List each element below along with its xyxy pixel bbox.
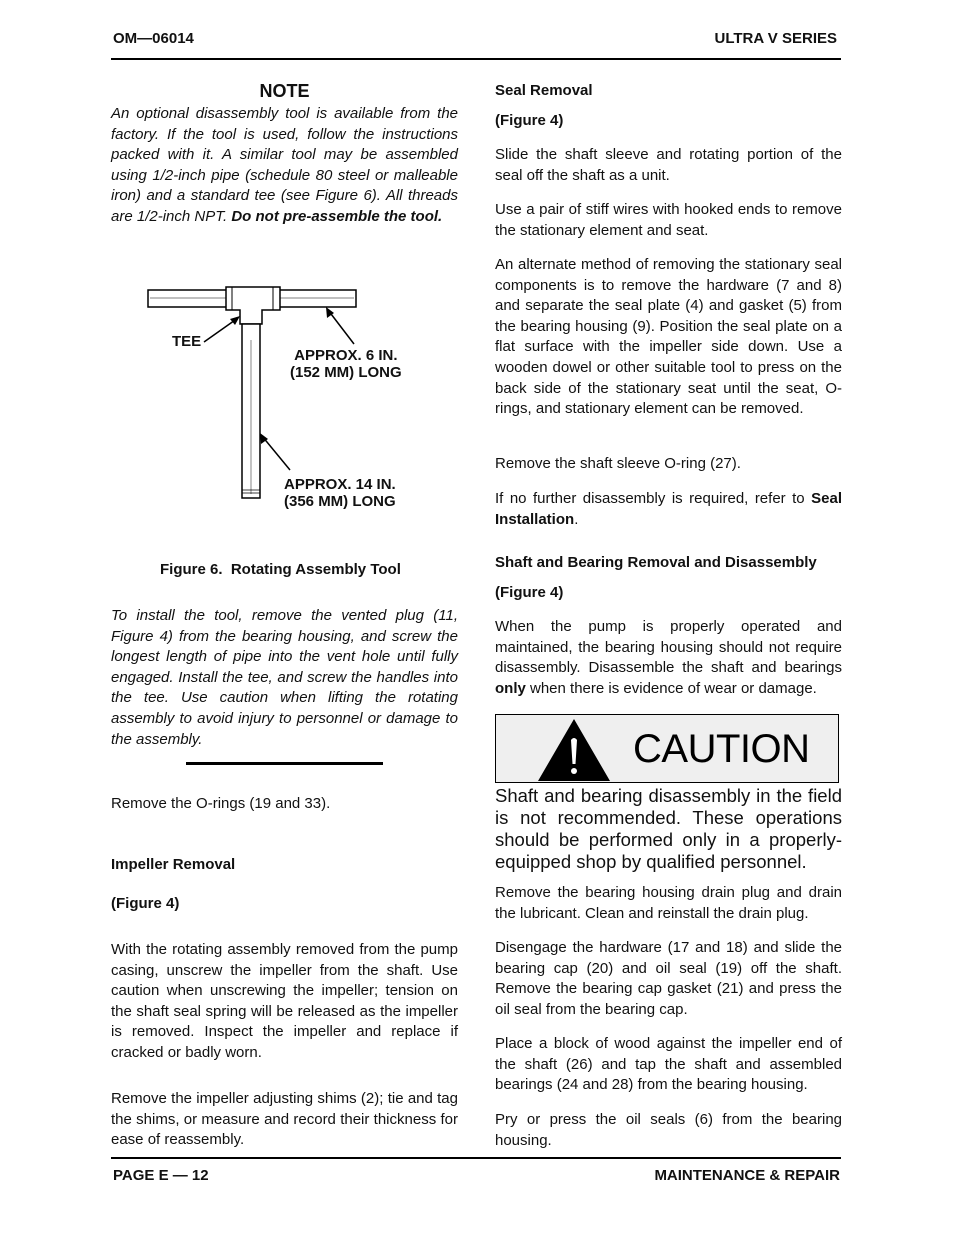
section-title: MAINTENANCE & REPAIR	[654, 1167, 840, 1184]
label-long-pipe	[284, 476, 396, 510]
seal-heading: Seal Removal	[495, 82, 593, 99]
shaft-para-2: Remove the bearing housing drain plug and drain the lubricant. Clean and reinstall the drain plug.	[495, 884, 842, 922]
seal-para-2: Use a pair of stiff wires with hooked ends to remove the stationary element and seat.	[495, 201, 842, 239]
note-text	[111, 104, 458, 228]
note-body: An optional disassembly tool is available from the factory. If the tool is used, follow the instructions packed with it. A similar tool may be assembled using 1/2-inch pipe (schedule 80 steel or malleable iron) and a standard tee (see Figure 6). All threads are 1/2-inch NPT.	[111, 105, 458, 225]
shaft-para-1	[495, 617, 842, 699]
shaft-para-1-emphasis: only	[495, 679, 526, 697]
series-title: ULTRA V SERIES	[714, 30, 837, 47]
caution-banner	[495, 714, 839, 783]
rotating-assembly-tool-diagram	[140, 280, 370, 505]
impeller-text-1: With the rotating assembly removed from the pump casing, unscrew the impeller from the shaft. Use caution when unscrewing the impeller; tension on the shaft seal spring will be released as the impeller is removed. Inspect the impeller and replace if cracked or badly worn.	[111, 941, 458, 1061]
shaft-figure-ref: (Figure 4)	[495, 584, 564, 601]
install-text: To install the tool, remove the vented plug (11, Figure 4) from the bearing housing, and screw the longest length of pipe into the vent hole until fully engaged. Install the tee, and screw the handles into the tee. Use caution when lifting the rotating assembly to avoid injury to personnel or damage to the assembly.	[111, 607, 458, 748]
tool-handle-right	[278, 290, 356, 307]
impeller-para-2	[111, 1089, 458, 1151]
caution-text: Shaft and bearing disassembly in the field is not recommended. These operations should be performed only in a properly-equipped shop by qualified personnel.	[495, 785, 842, 872]
shaft-para-5: Pry or press the oil seals (6) from the bearing housing.	[495, 1111, 842, 1149]
footer-rule	[111, 1157, 841, 1159]
doc-number: OM​—06014	[113, 30, 194, 47]
impeller-text-2: Remove the impeller adjusting shims (2); tie and tag the shims, or measure and record their thickness for ease of reassembly.	[111, 1090, 458, 1149]
seal-installation-ref: Seal Installation	[495, 490, 842, 528]
seal-para-5	[495, 489, 842, 530]
label-long-pipe-line2: (356 MM) LONG	[284, 493, 396, 510]
label-short-pipe-line2: (152 MM) LONG	[290, 364, 402, 381]
label-long-pipe-line1: APPROX. 14 IN.	[284, 476, 396, 493]
figure-caption: Figure 6. Rotating Assembly Tool	[160, 561, 401, 578]
seal-para-3: An alternate method of removing the stationary seal components is to remove the hardware (7 and 8) and separate the seal plate (4) and gasket (5) from the bearing housing (9). Position the seal plate on a flat surface with the impeller side down. Use a wooden dowel or other suitable tool to press on the back side of the stationary seat until the seat, O-rings, and stationary element can be removed.	[495, 256, 842, 418]
install-instructions	[111, 606, 458, 750]
label-short-pipe	[290, 347, 402, 381]
seal-para-5-post: .	[574, 510, 579, 528]
shaft-para-3: Disengage the hardware (17 and 18) and slide the bearing cap (20) and oil seal (19) off the shaft. Remove the bearing cap gasket (21) and press the oil seal from the bearing cap.	[495, 939, 842, 1018]
note-end-rule	[186, 762, 383, 765]
tool-handle-left	[148, 290, 228, 307]
shaft-para-1-pre: When the pump is properly operated and maintained, the bearing housing should not require disassembly. Disassemble the shaft and bearings	[495, 618, 842, 677]
note-emphasis: Do not pre-assemble the tool.	[231, 207, 443, 225]
impeller-figure-ref: (Figure 4)	[111, 895, 180, 912]
header-rule	[111, 58, 841, 60]
note-title: NOTE	[259, 81, 310, 101]
label-tee: TEE	[172, 333, 202, 350]
impeller-heading: Impeller Removal	[111, 856, 236, 873]
shaft-heading: Shaft and Bearing Removal and Disassembly	[495, 554, 817, 571]
page-number: PAGE E — 12	[113, 1167, 209, 1184]
label-short-pipe-line1: APPROX. 6 IN.	[294, 347, 398, 364]
impeller-para-1	[111, 940, 458, 1064]
seal-para-5-pre: If no further disassembly is required, refer to	[495, 490, 812, 507]
caution-word: CAUTION	[633, 727, 810, 771]
remove-orings: Remove the O-rings (19 and 33).	[111, 795, 331, 812]
shaft-para-1-post: when there is evidence of wear or damage.	[525, 679, 817, 697]
seal-para-4: Remove the shaft sleeve O-ring (27).	[495, 455, 741, 472]
seal-para-1: Slide the shaft sleeve and rotating portion of the seal off the shaft as a unit.	[495, 146, 842, 184]
shaft-para-4: Place a block of wood against the impeller end of the shaft (26) and tap the shaft and assembled bearings (24 and 28) from the bearing housing.	[495, 1035, 842, 1094]
seal-figure-ref: (Figure 4)	[495, 112, 564, 129]
warning-triangle-icon	[537, 718, 611, 782]
